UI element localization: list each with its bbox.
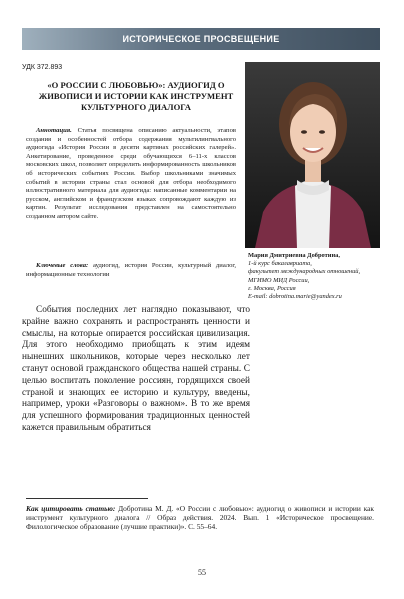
author-email: E-mail: dobrotina.marie@yandex.ru [248, 293, 342, 301]
article-title: «О РОССИИ С ЛЮБОВЬЮ»: АУДИОГИД О ЖИВОПИСИ И ИСТОРИИ КАК ИНСТРУМЕНТ КУЛЬТУРНОГО ДИАЛОГА [38, 80, 234, 112]
abstract [26, 127, 236, 222]
keywords-label: Ключевые слова: [36, 262, 89, 269]
abstract-label: Аннотация. [36, 127, 72, 134]
author-info [248, 252, 386, 301]
author-city: г. Москва, Россия [248, 284, 296, 292]
body-paragraph: События последних лет наглядно показывают, что крайне важно сохранять и распространять ценности и смыслы, на которые опирается российская цивилизация. Для этого необходимо приобщать к этим идеям нынешних школьников, которые через несколько лет станут основой гражданского общества нашей страны. С целью воспитать поколение россиян, гордящихся своей страной и знающих ее историю и культуру, введены, например, уроки «Разговоры о важном». В то же время для успешного формирования традиционных ценностей кажется правильным обратиться [22, 305, 250, 433]
citation [26, 504, 374, 532]
keywords [26, 262, 236, 279]
author-photo [245, 62, 380, 248]
keywords-text: аудиогид, история России, культурный диалог, информационные технологии [26, 262, 236, 278]
author-status: 1-й курс бакалавриата, [248, 260, 312, 268]
page-number: 55 [198, 568, 206, 577]
section-banner: ИСТОРИЧЕСКОЕ ПРОСВЕЩЕНИЕ [22, 28, 380, 50]
udc-code: УДК 372.893 [22, 64, 63, 71]
footnote-divider [26, 498, 148, 499]
author-faculty: факультет международных отношений, [248, 268, 361, 276]
author-name: Мария Дмитриевна Добротина, [248, 252, 340, 259]
abstract-text: Статья посвящена описанию актуальности, этапов создания и особенностей отбора содержания мультилингвального аудиогида «История России в десяти картинах российских галерей». Анкетирование, проведенное среди обучающихся 6–11-х классов московских школ, позволяет определить информированность школьников об исторических событиях России. Выбор школьниками значимых событий в истории страны стал основой для отбора необходимого иллюстративного материала для аудиогида: написанные комментарии на русском, английском и французском языках сопровождают каждую из картин. Результат исследования представлен на самостоятельно созданном автором сайте. [26, 127, 236, 220]
citation-label: Как цитировать статью: [26, 504, 116, 513]
citation-text: Добротина М. Д. «О России с любовью»: аудиогид о живописи и истории как инструмент культурного диалога // Образ действия. 2024. Вып. 1 «Историческое просвещение. Филологическое образование (лучшие практики)». С. 55–64. [26, 504, 374, 532]
author-university: МГИМО МИД России, [248, 276, 310, 284]
